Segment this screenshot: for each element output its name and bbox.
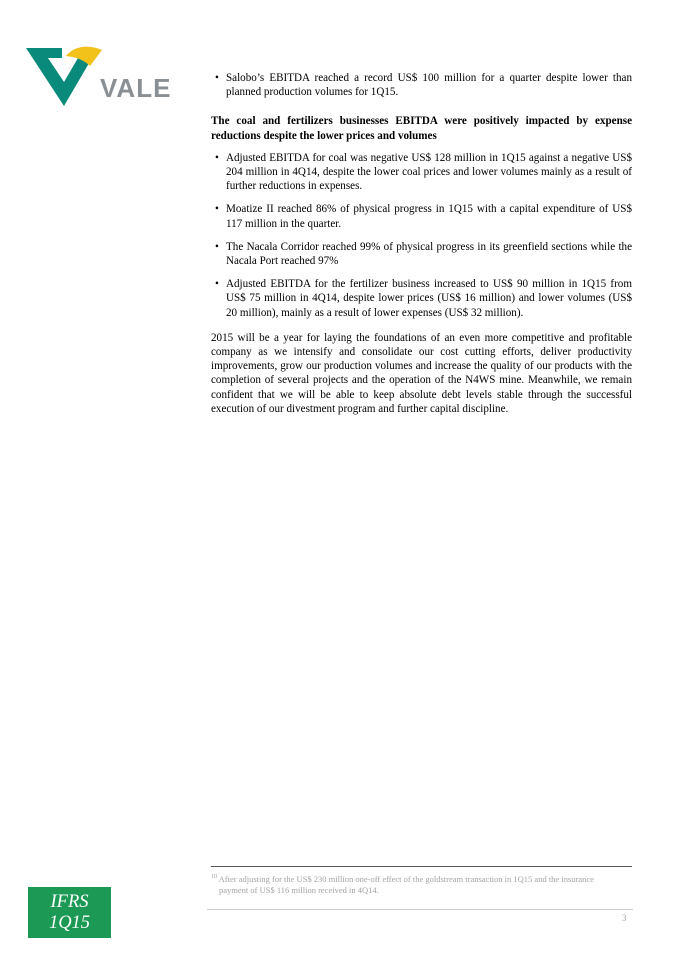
vale-logo-mark [26, 44, 102, 106]
page-bottom-divider [207, 909, 633, 910]
bullet-dot: • [215, 151, 219, 164]
report-body [211, 71, 632, 416]
section-heading: The coal and fertilizers businesses EBITDA were positively impacted by expense reductions despite the lower prices and volumes [211, 115, 632, 142]
bullet-dot: • [215, 72, 219, 84]
bullet-text: Salobo’s EBITDA reached a record US$ 100 million for a quarter despite lower than planned production volumes for 1Q15. [226, 72, 632, 99]
bullet-fertilizer [211, 277, 632, 320]
logo-wordmark: VALE [100, 73, 172, 103]
bullet-dot: • [215, 240, 219, 253]
footnote-text-1: After adjusting for the US$ 230 million one-off effect of the goldstream transaction in 1Q15 and the insurance [218, 873, 594, 884]
footnote-line-1 [211, 872, 632, 885]
footnote-divider [211, 866, 632, 867]
bullet-dot: • [215, 278, 219, 291]
bullet-coal-ebitda [211, 151, 632, 194]
footnote-line-2: payment of US$ 116 million received in 4Q14. [219, 884, 379, 895]
ifrs-badge [28, 887, 111, 938]
bullet-nacala [211, 240, 632, 268]
bullet-moatize [211, 202, 632, 230]
bullet-text: The Nacala Corridor reached 99% of physical progress in its greenfield sections while the Nacala Port reached 97% [226, 240, 632, 268]
vale-logo [26, 44, 176, 106]
bullet-salobo [211, 71, 632, 99]
badge-line-2: 1Q15 [48, 913, 91, 933]
conclusion-paragraph: 2015 will be a year for laying the foundations of an even more competitive and profitable company as we intensify and consolidate our cost cutting efforts, deliver productivity improvements, grow our production volumes and increase the quality of our products with the completion of several projects and the operation of the N4WS mine. Meanwhile, we remain confident that we will be able to keep absolute debt levels stable through the successful execution of our divestment program and further capital discipline. [211, 331, 632, 415]
bullet-dot: • [215, 203, 219, 216]
badge-line-1: IFRS [50, 892, 89, 912]
page-number: 3 [622, 913, 627, 923]
bullet-text: Moatize II reached 86% of physical progress in 1Q15 with a capital expenditure of US$ 117 million in the quarter. [226, 203, 632, 230]
footnote-marker: 10 [211, 874, 217, 880]
bullet-text: Adjusted EBITDA for the fertilizer business increased to US$ 90 million in 1Q15 from US$ 75 million in 4Q14, despite lower prices (US$ 16 million) and lower volumes (US$ 20 million), mainly as a result of lower expenses (US$ 32 million). [226, 278, 632, 319]
footnote [211, 872, 632, 896]
bullet-text: Adjusted EBITDA for coal was negative US$ 128 million in 1Q15 against a negative US$ 204 million in 4Q14, despite the lower coal prices and lower volumes mainly as a result of further reductions in expenses. [226, 151, 632, 193]
